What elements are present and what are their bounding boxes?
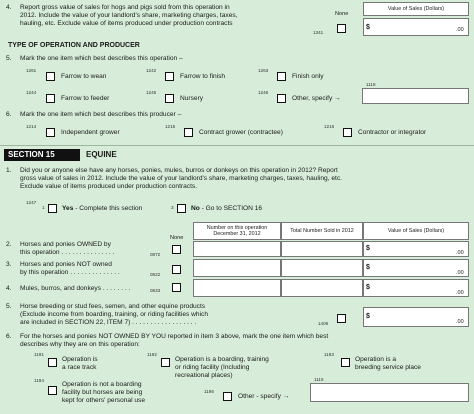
q4-hogs-number: 4. xyxy=(6,4,12,11)
breeding-l2: breeding service place xyxy=(355,364,421,371)
other-specify-equine-input[interactable] xyxy=(310,383,469,402)
q1-number: 1. xyxy=(6,167,12,174)
q1-line1: Did you or anyone else have any horses, ponies, mules, burros or donkeys on this operation in 2012? Report xyxy=(20,167,338,174)
q4-hogs-value-input[interactable] xyxy=(363,18,469,36)
contract-grower-label: Contract grower (contractee) xyxy=(199,129,283,136)
section-divider xyxy=(0,145,474,146)
type-operation-heading: TYPE OF OPERATION AND PRODUCER xyxy=(8,42,140,49)
opt-code: 1191 xyxy=(34,352,44,357)
other-specify-label: Other, specify → xyxy=(292,95,341,102)
q1-yes-checkbox[interactable] xyxy=(48,204,57,213)
boarding-l1: Operation is a boarding, training xyxy=(175,356,269,363)
race-track-l1: Operation is xyxy=(62,356,98,363)
none-label-top: None xyxy=(335,11,349,17)
farrow-to-wean-label: Farrow to wean xyxy=(61,73,107,80)
none-label-table: None xyxy=(170,235,184,241)
q4-hogs-none-checkbox[interactable] xyxy=(337,24,346,33)
q4-hogs-dollar-sign: $ xyxy=(366,24,370,31)
farrow-to-feeder-label: Farrow to feeder xyxy=(61,95,110,102)
q6-hogs-number: 6. xyxy=(6,111,12,118)
equine-specify-code: 1115 xyxy=(314,377,324,382)
q1-no-num: 3 xyxy=(171,205,174,210)
q4-sold-input[interactable] xyxy=(281,279,363,297)
q1-no-bold: No xyxy=(191,205,200,212)
farrow-to-wean-checkbox[interactable] xyxy=(46,72,55,81)
col-number-on-operation: Number on this operation December 31, 2012 xyxy=(193,222,281,240)
q2-line2: this operation . . . . . . . . . . . . . . . xyxy=(20,249,115,256)
q2-value-input[interactable] xyxy=(363,241,469,257)
q5-line3-text: are included in SECTION 22, ITEM 7) xyxy=(20,319,131,326)
other-specify-input[interactable] xyxy=(362,88,469,104)
q4-hogs-line1: Report gross value of sales for hogs and pigs sold from this operation in xyxy=(20,4,230,11)
q4-line1-text: Mules, burros, and donkeys xyxy=(20,285,101,292)
finish-only-label: Finish only xyxy=(292,73,324,80)
q5-dollar-sign: $ xyxy=(366,313,370,320)
q2-number-input[interactable] xyxy=(193,241,281,257)
nursery-label: Nursery xyxy=(180,95,204,102)
race-track-l2: a race track xyxy=(62,364,97,371)
q4-hogs-line2: 2012. Include the value of your landlord's share, marketing charges, taxes, xyxy=(20,12,238,19)
opt-code: 1192 xyxy=(147,352,157,357)
q4-line1: Mules, burros, and donkeys . . . . . . . . xyxy=(20,285,131,292)
breeding-service-checkbox[interactable] xyxy=(341,358,350,367)
boarding-l2: or riding facility (Including xyxy=(175,364,250,371)
q1-yes-option xyxy=(62,205,142,213)
opt-code: 1244 xyxy=(26,90,37,95)
q1-code: 1247 xyxy=(26,200,37,205)
q5-hogs-text: Mark the one item which best describes this operation – xyxy=(20,55,183,62)
q5-line2: (Exclude income from boarding, training, or riding facilities which xyxy=(20,311,209,318)
q4-number: 4. xyxy=(6,285,12,292)
q5-hogs-number: 5. xyxy=(6,55,12,62)
q3-cents: .00 xyxy=(456,270,464,276)
q3-none-checkbox[interactable] xyxy=(172,265,181,274)
q1-line2: gross value of sales in 2012. Include the value of your landlord's share, marketing charges, taxes, hauling, etc. xyxy=(20,175,342,182)
opt-code: 1245 xyxy=(146,90,157,95)
q5-cents: .00 xyxy=(456,319,464,325)
q1-no-rest: - Go to SECTION 16 xyxy=(201,205,263,212)
opt-code: 1261 xyxy=(26,68,37,73)
opt-code: 1216 xyxy=(324,124,335,129)
race-track-checkbox[interactable] xyxy=(48,358,57,367)
q2-line2-text: this operation xyxy=(20,249,60,256)
farrow-to-feeder-checkbox[interactable] xyxy=(46,94,55,103)
other-specify-equine-label: Other - specify → xyxy=(238,393,290,400)
farrow-to-finish-label: Farrow to finish xyxy=(180,73,226,80)
q4-code: 0833 xyxy=(150,288,161,293)
col-value-sales: Value of Sales (Dollars) xyxy=(363,222,469,240)
q2-cents: .00 xyxy=(456,250,464,256)
q6-line2: describes why they are on this operation: xyxy=(20,341,140,348)
q3-number: 3. xyxy=(6,261,12,268)
q2-line1: Horses and ponies OWNED by xyxy=(20,241,111,248)
q4-number-input[interactable] xyxy=(193,279,281,297)
q1-yes-num: 1 xyxy=(42,205,45,210)
personal-use-checkbox[interactable] xyxy=(48,386,57,395)
q1-yes-rest: - Complete this section xyxy=(75,205,143,212)
q5-line1: Horse breeding or stud fees, semen, and other equine products xyxy=(20,303,206,310)
q4-none-checkbox[interactable] xyxy=(172,283,181,292)
q6-number: 6. xyxy=(6,333,12,340)
q2-sold-input[interactable] xyxy=(281,241,363,257)
q5-code: 1406 xyxy=(318,321,329,326)
finish-only-checkbox[interactable] xyxy=(277,72,286,81)
q3-dollar-sign: $ xyxy=(366,264,370,271)
q4-cents: .00 xyxy=(456,290,464,296)
opt-code: 1194 xyxy=(34,378,44,383)
q4-value-input[interactable] xyxy=(363,279,469,297)
opt-code: 1193 xyxy=(324,352,334,357)
q1-yes-bold: Yes xyxy=(62,205,74,212)
independent-grower-checkbox[interactable] xyxy=(46,128,55,137)
breeding-l1: Operation is a xyxy=(355,356,397,363)
section-label: SECTION 15 xyxy=(4,149,80,161)
q3-sold-input[interactable] xyxy=(281,259,363,277)
q2-code: 0872 xyxy=(150,252,161,257)
personal-use-l1: Operation is not a boarding xyxy=(62,381,142,388)
specify-code: 1118 xyxy=(366,82,376,87)
boarding-l3: recreational places) xyxy=(175,372,233,379)
q3-line2: by this operation . . . . . . . . . . . . . . xyxy=(20,269,120,276)
q3-line2-text: by this operation xyxy=(20,269,69,276)
q4-hogs-code: 1341 xyxy=(313,30,324,35)
independent-grower-label: Independent grower xyxy=(61,129,120,136)
contractor-integrator-label: Contractor or integrator xyxy=(358,129,427,136)
opt-code: 1214 xyxy=(26,124,37,129)
opt-code: 1242 xyxy=(146,68,157,73)
q5-value-input[interactable] xyxy=(363,307,469,327)
section-title: EQUINE xyxy=(86,150,117,159)
q2-dollar-sign: $ xyxy=(366,245,370,252)
q3-code: 0822 xyxy=(150,272,161,277)
q1-no-checkbox[interactable] xyxy=(177,204,186,213)
q2-none-checkbox[interactable] xyxy=(172,245,181,254)
personal-use-l3: kept for others' personal use xyxy=(62,397,145,404)
other-specify-checkbox[interactable] xyxy=(277,94,286,103)
q1-no-option xyxy=(191,205,262,213)
nursery-checkbox[interactable] xyxy=(165,94,174,103)
personal-use-l2: facility but horses are being xyxy=(62,389,143,396)
q5-line3: are included in SECTION 22, ITEM 7) . . . . . . . . . . . . . . . . . . xyxy=(20,319,197,326)
contract-grower-checkbox[interactable] xyxy=(184,128,193,137)
q4-hogs-cents: .00 xyxy=(456,27,464,33)
q4-hogs-line3: hauling, etc. Exclude value of items produced under production contracts xyxy=(20,20,233,27)
opt-code: 1263 xyxy=(258,68,269,73)
q3-line1: Horses and ponies NOT owned xyxy=(20,261,112,268)
q5-none-checkbox[interactable] xyxy=(337,314,346,323)
farrow-to-finish-checkbox[interactable] xyxy=(165,72,174,81)
contractor-integrator-checkbox[interactable] xyxy=(343,128,352,137)
value-sales-header-top: Value of Sales (Dollars) xyxy=(363,2,469,16)
col-total-sold: Total Number Sold in 2012 xyxy=(281,222,363,240)
boarding-facility-checkbox[interactable] xyxy=(161,358,170,367)
q2-number: 2. xyxy=(6,241,12,248)
other-specify-equine-checkbox[interactable] xyxy=(223,392,232,401)
q6-line1: For the horses and ponies NOT OWNED BY YOU reported in item 3 above, mark the one item which best xyxy=(20,333,329,340)
q3-value-input[interactable] xyxy=(363,259,469,277)
opt-code: 1215 xyxy=(165,124,176,129)
q4-dollar-sign: $ xyxy=(366,284,370,291)
opt-code: 1196 xyxy=(204,389,214,394)
opt-code: 1246 xyxy=(258,90,269,95)
q3-number-input[interactable] xyxy=(193,259,281,277)
q1-line3: Exclude value of items produced under production contracts. xyxy=(20,183,198,190)
q5-number: 5. xyxy=(6,303,12,310)
q6-hogs-text: Mark the one item which best describes this producer – xyxy=(20,111,182,118)
